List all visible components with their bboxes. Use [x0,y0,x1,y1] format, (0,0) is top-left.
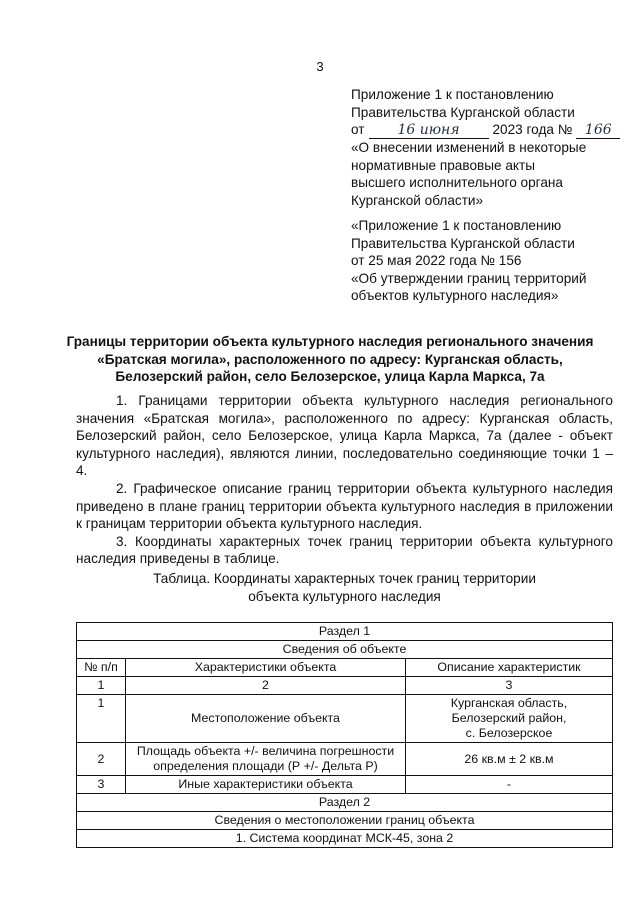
row-characteristic: Площадь объекта +/- величина погрешности определения площади (Р +/- Дельта Р) [126,743,406,776]
table-row [77,812,613,830]
row-characteristic: Местоположение объекта [126,695,406,743]
column-number-row [77,677,613,695]
row-description: 26 кв.м ± 2 кв.м [406,743,613,776]
row-number: 1 [77,695,126,743]
date-prefix: от [351,122,365,138]
appendix-header-line: Курганской области» [351,192,484,208]
appendix-header-line: нормативные правовые акты [351,157,535,173]
description-line: Курганская область, [450,696,568,710]
paragraph: 2. Графическое описание границ территории объекта культурного наследия приведено в плане границ территории объекта культурного наследия в приложении к границам территории объекта культурного наследия. [76,480,613,532]
table-caption [76,570,613,605]
coordinate-system: 1. Система координат МСК-45, зона 2 [77,830,613,848]
row-number: 2 [77,743,126,776]
section-1-title: Раздел 1 [77,623,613,641]
appendix-date-line [351,121,626,139]
table-header-row [77,659,613,677]
description-line: с. Белозерское [465,726,553,740]
row-description [406,695,613,743]
row-characteristic: Иные характеристики объекта [126,776,406,794]
section-1-subtitle: Сведения об объекте [77,641,613,659]
table-row [77,794,613,812]
appendix-header-line: «О внесении изменений в некоторые [351,140,587,156]
table-row [77,830,613,848]
table-row [77,695,613,743]
section-2-title: Раздел 2 [77,794,613,812]
appendix-header-line: высшего исполнительного органа [351,175,563,191]
table-row [77,641,613,659]
appendix-quote-line: «Об утверждении границ территорий [351,270,587,286]
header-cell: Описание характеристик [406,659,613,677]
handwritten-date: 16 июня [369,123,489,139]
table-caption-line: объекта культурного наследия [248,588,441,604]
column-number-cell: 3 [406,677,613,695]
header-cell: Характеристики объекта [126,659,406,677]
description-line: Белозерский район, [451,711,567,725]
appendix-quote-line: Правительства Курганской области [351,235,575,251]
appendix-quote [351,217,626,305]
coordinates-table [76,622,613,848]
appendix-header-line: Правительства Курганской области [351,104,575,120]
table-row [77,623,613,641]
header-cell: № п/п [77,659,126,677]
appendix-header [351,86,626,210]
paragraph: 3. Координаты характерных точек границ территории объекта культурного наследия приведены в таблице. [76,533,613,567]
column-number-cell: 2 [126,677,406,695]
handwritten-number: 166 [576,123,620,139]
column-number-cell: 1 [77,677,126,695]
table-row [77,743,613,776]
paragraph: 1. Границами территории объекта культурного наследия регионального значения «Братская могила», расположенного по адресу: Курганская область, Белозерский район, село Белозерское, улица Карла Маркса, 7а (далее - объект культурного наследия), являются линии, последовательно соединяющие точки 1 – 4. [76,393,613,479]
page-number: 3 [316,59,324,74]
row-description: - [406,776,613,794]
appendix-header-line: Приложение 1 к постановлению [351,87,554,102]
section-2-subtitle: Сведения о местоположении границ объекта [77,812,613,830]
table-caption-line: Таблица. Координаты характерных точек границ территории [153,571,536,586]
year-text: 2023 года № [492,122,573,138]
table-row [77,776,613,794]
body-text [76,392,613,568]
appendix-quote-line: объектов культурного наследия» [351,288,559,304]
document-title: Границы территории объекта культурного наследия регионального значения «Братская могила», расположенного по адресу: Курганская область, Белозерский район, село Белозерское, улица Карла Маркса, 7а [66,334,594,385]
appendix-quote-line: «Приложение 1 к постановлению [351,218,562,233]
appendix-quote-line: от 25 мая 2022 года № 156 [351,253,522,269]
row-number: 3 [77,776,126,794]
